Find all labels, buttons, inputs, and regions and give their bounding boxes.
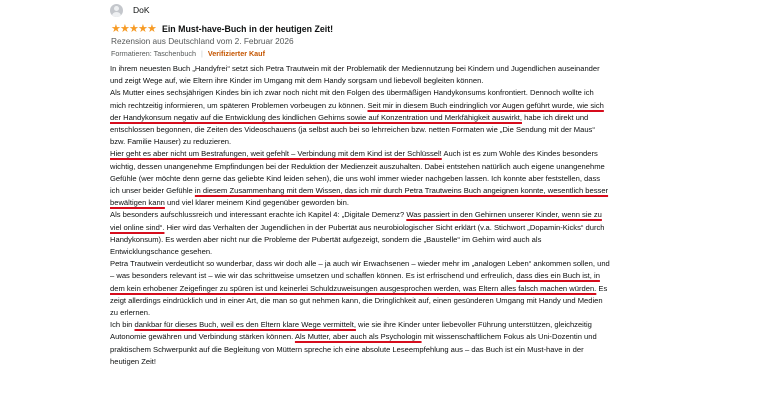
review-paragraph <box>110 319 610 368</box>
highlighted-text: in diesem Zusammenhang mit dem Wissen, das ich mir durch Petra Trautweins Buch angeignen konnte, wesentlich besser bewältigen kann <box>110 186 609 208</box>
star-rating[interactable] <box>111 24 156 35</box>
highlighted-text: Als Mutter, aber auch als Psychologin <box>294 332 422 342</box>
review-title-row <box>111 23 333 35</box>
review-title[interactable]: Ein Must-have-Buch in der heutigen Zeit! <box>162 24 334 34</box>
review-body <box>110 63 610 368</box>
star-icon: ★ <box>120 22 130 35</box>
avatar[interactable] <box>110 4 123 17</box>
review-text: Als Mutter eines sechsjährigen Kindes bin ich zwar noch nicht mit den Folgen des übermäßigen Handykonsums konfrontiert. Dennoch wollte ich mich rechtzeitig informieren, um späteren Problemen vorbeugen zu können. <box>110 88 594 110</box>
review-text: mit wissenschaftlichem Fokus als Uni-Dozentin und praktischem Schwerpunkt auf die Begleitung von Müttern spreche ich eine absolute Leseempfehlung aus – das Buch ist ein Must-have in der heutigen Zeit! <box>110 332 597 366</box>
verified-purchase-badge: Verifizierter Kauf <box>207 49 265 58</box>
review-paragraph <box>110 258 610 319</box>
star-icon: ★ <box>111 22 121 35</box>
review-paragraph <box>110 148 610 209</box>
review-text: In ihrem neuesten Buch „Handyfrei“ setzt sich Petra Trautwein mit der Problematik der Mediennutzung bei Kindern und Jugendlichen auseinander und zeigt Wege auf, wie Eltern ihre Kinder im Umgang mit dem Handy sorgsam und liebevoll begleiten können. <box>110 64 600 86</box>
highlighted-text: Seit mir in diesem Buch eindringlich vor Augen geführt wurde, wie sich der Handykonsum negativ auf die Entwicklung des kindlichen Gehirns sowie auf Konzentration und Merkfähigkeit auswirkt, <box>110 100 604 122</box>
reviewer-profile[interactable] <box>110 3 150 17</box>
star-icon: ★ <box>138 22 148 35</box>
highlighted-text: dankbar für dieses Buch, weil es den Eltern klare Wege vermittelt, <box>134 320 356 330</box>
review-format-row <box>111 49 265 58</box>
highlighted-text: dass dies ein Buch ist, in dem kein erhobener Zeigefinger zu spüren ist und keinerlei Schuldzuweisungen ausgesprochen werden, was Eltern alles falsch machen würden. <box>110 271 600 293</box>
review-text: wie sie ihre Kinder unter liebevoller Führung unterstützen, gleichzeitig Autonomie gewähren und Verbindung stärken können. <box>110 320 592 342</box>
star-icon: ★ <box>147 22 157 35</box>
highlighted-text: Was passiert in den Gehirnen unserer Kinder, wenn sie zu viel online sind“. <box>110 210 602 232</box>
highlighted-text: Hier geht es aber nicht um Bestrafungen, weit gefehlt – Verbindung mit dem Kind ist der Schlüssel! <box>110 149 442 159</box>
separator: | <box>200 49 203 58</box>
review-text: Ich bin <box>110 320 135 330</box>
format-label[interactable]: Formatieren: Taschenbuch <box>111 49 196 58</box>
review-text: habe ich direkt und entschlossen begonnen, die Zeiten des Videoschauens (ja selbst auch bei so lehrreichen bzw. netten Formaten wie „Die Sendung mit der Maus“ bzw. Familie Hauser) zu reduzieren. <box>110 112 595 147</box>
star-icon: ★ <box>129 22 139 35</box>
review-date: Rezension aus Deutschland vom 2. Februar 2026 <box>111 36 294 46</box>
review-text: Petra Trautwein verdeutlicht so wunderbar, dass wir doch alle – ja auch wir Erwachsenen – wieder mehr im „analogen Leben“ ankommen sollen, und – was besonders relevant ist – wie wir das schrittweise umsetzen und schaffen können. Es ist erfrischend und erfreulich, <box>110 259 610 281</box>
review-paragraph <box>110 63 610 87</box>
review-text: und viel klarer meinem Kind gegenüber geworden bin. <box>164 198 349 208</box>
review-paragraph <box>110 209 610 258</box>
review-text: Es zeigt allerdings eindrücklich und in einer Art, die man so gut nehmen kann, die Dringlichkeit auf, einen gesünderen Umgang mit Handy und Medien zu erlernen. <box>110 283 608 318</box>
reviewer-name[interactable]: DoK <box>133 5 150 15</box>
review-text: Auch ist es zum Wohle des Kindes besonders wichtig, dessen unangenehme Empfindungen bei der Reduktion der Medienzeit auszuhalten. Dabei entstehen natürlich auch eigene unangenehme Gefühle (wer möchte denn gerne das geliebte Kind leiden sehen), die uns wohl immer wieder nachgeben lassen. Ich konnte aber feststellen, dass ich unser beider Gefühle <box>110 149 605 196</box>
review-text: Hier wird das Verhalten der Jugendlichen in der Pubertät aus neurobiologischer Sicht erklärt (v.a. Stichwort „Dopamin-Kicks“ durch Handykonsum). Es werden aber nicht nur die Probleme der Pubertät aufgezeigt, sondern die „Baustelle“ im Gehirn wird auch als Entwicklungschance gesehen. <box>110 222 605 257</box>
review-text: Als besonders aufschlussreich und interessant erachte ich Kapitel 4: „Digitale Demenz? <box>110 210 407 220</box>
review-paragraph <box>110 87 610 148</box>
